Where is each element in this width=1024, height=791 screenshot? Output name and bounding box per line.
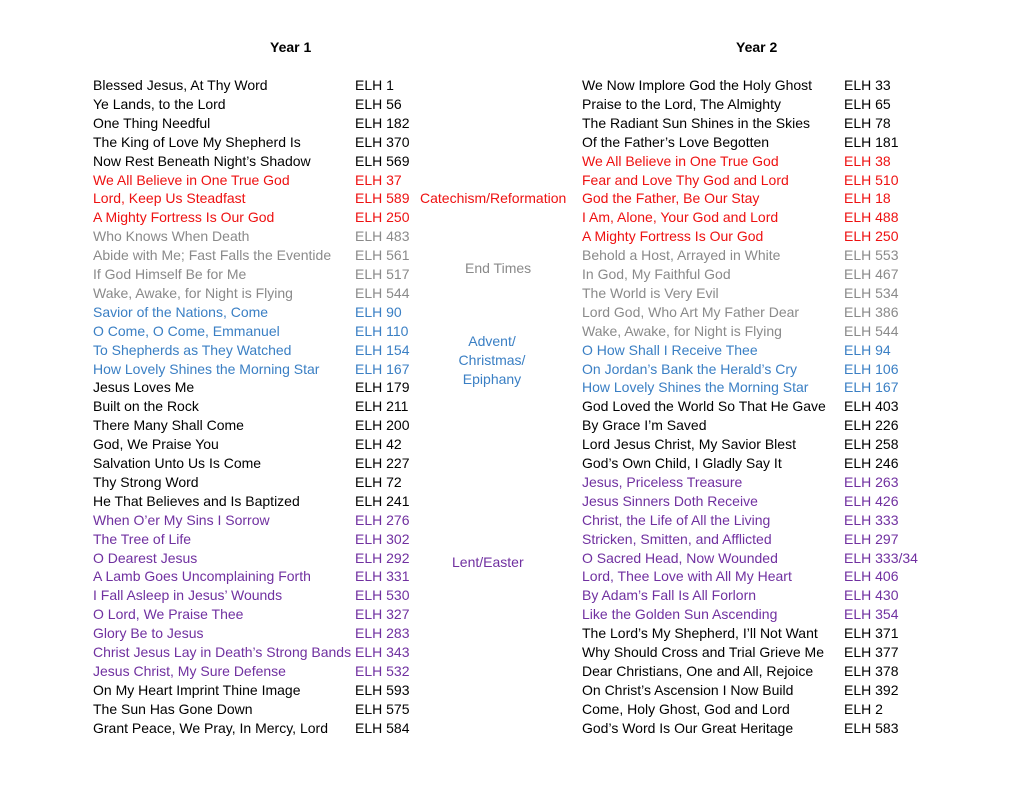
hymn-title: O Dearest Jesus <box>93 549 198 566</box>
hymn-number: ELH 371 <box>844 625 899 642</box>
hymn-title: Glory Be to Jesus <box>93 625 204 642</box>
hymn-number: ELH 589 <box>355 190 410 207</box>
hymn-number: ELH 258 <box>844 436 899 453</box>
hymn-number: ELH 544 <box>844 322 899 339</box>
hymn-title: Jesus, Priceless Treasure <box>582 473 743 490</box>
hymn-title: We All Believe in One True God <box>582 152 779 169</box>
hymn-title: On Christ’s Ascension I Now Build <box>582 681 794 698</box>
hymn-number: ELH 583 <box>844 719 899 736</box>
hymn-title: God, We Praise You <box>93 436 219 453</box>
hymn-title: Lord, Keep Us Steadfast <box>93 190 246 207</box>
hymn-number: ELH 241 <box>355 492 410 509</box>
hymn-number: ELH 483 <box>355 228 410 245</box>
hymn-title: There Many Shall Come <box>93 417 244 434</box>
hymn-title: Jesus Sinners Doth Receive <box>582 492 758 509</box>
section-label-advent-line: Advent/ <box>468 333 516 349</box>
hymn-title: Who Knows When Death <box>93 228 250 245</box>
hymn-title: We All Believe in One True God <box>93 171 290 188</box>
hymn-title: To Shepherds as They Watched <box>93 341 292 358</box>
section-label-lent-easter: Lent/Easter <box>452 554 524 570</box>
hymn-number: ELH 517 <box>355 266 410 282</box>
hymn-number: ELH 200 <box>355 417 410 434</box>
hymn-title: Fear and Love Thy God and Lord <box>582 171 789 188</box>
hymn-title: One Thing Needful <box>93 114 211 131</box>
hymn-title: Lord Jesus Christ, My Savior Blest <box>582 436 796 453</box>
hymn-number: ELH 94 <box>844 341 891 358</box>
hymn-title: If God Himself Be for Me <box>93 266 247 282</box>
hymn-title: The Sun Has Gone Down <box>93 700 253 717</box>
hymn-number: ELH 227 <box>355 455 410 471</box>
hymn-number: ELH 33 <box>844 77 891 93</box>
hymn-title: Praise to the Lord, The Almighty <box>582 95 781 112</box>
hymn-number: ELH 276 <box>355 511 410 528</box>
hymn-title: Of the Father’s Love Begotten <box>582 133 770 150</box>
hymn-number: ELH 530 <box>355 587 410 604</box>
hymn-title: O Sacred Head, Now Wounded <box>582 549 778 566</box>
hymn-title: God Loved the World So That He Gave <box>582 398 826 415</box>
hymn-title: Stricken, Smitten, and Afflicted <box>582 530 772 547</box>
hymn-title: Like the Golden Sun Ascending <box>582 606 778 623</box>
hymn-title: Christ Jesus Lay in Death’s Strong Bands <box>93 644 352 660</box>
hymn-number: ELH 246 <box>844 455 899 471</box>
hymn-number: ELH 65 <box>844 95 891 112</box>
hymn-title: God’s Own Child, I Gladly Say It <box>582 455 782 471</box>
hymn-number: ELH 534 <box>844 284 899 301</box>
hymn-title: Christ, the Life of All the Living <box>582 511 771 528</box>
hymn-number: ELH 167 <box>844 379 899 396</box>
section-label-christmas-line: Christmas/ <box>458 352 526 368</box>
hymn-number: ELH 110 <box>355 322 409 339</box>
hymn-number: ELH 327 <box>355 606 410 623</box>
hymn-title: The World is Very Evil <box>582 284 719 301</box>
hymn-title: God the Father, Be Our Stay <box>582 190 760 207</box>
hymn-number: ELH 343 <box>355 644 410 660</box>
hymn-title: He That Believes and Is Baptized <box>93 492 300 509</box>
hymn-title: Savior of the Nations, Come <box>93 303 269 320</box>
section-label-epiphany-line: Epiphany <box>462 371 522 387</box>
hymn-number: ELH 179 <box>355 379 410 396</box>
section-label-catechism-reformation: Catechism/Reformation <box>420 190 567 206</box>
hymn-number: ELH 377 <box>844 644 899 660</box>
hymn-title: Lord God, Who Art My Father Dear <box>582 303 800 320</box>
hymn-number: ELH 370 <box>355 133 410 150</box>
hymn-number: ELH 575 <box>355 700 410 717</box>
hymn-title: Thy Strong Word <box>93 473 199 490</box>
hymn-title: O Lord, We Praise Thee <box>93 606 244 623</box>
hymn-title: Built on the Rock <box>93 398 199 415</box>
hymn-number: ELH 42 <box>355 436 402 453</box>
hymn-number: ELH 532 <box>355 662 410 679</box>
hymn-title: I Am, Alone, Your God and Lord <box>582 209 779 226</box>
hymn-number: ELH 488 <box>844 209 899 226</box>
hymn-number: ELH 403 <box>844 398 899 415</box>
hymn-number: ELH 467 <box>844 266 899 282</box>
hymn-title: O Come, O Come, Emmanuel <box>93 322 280 339</box>
hymn-title: Grant Peace, We Pray, In Mercy, Lord <box>93 719 328 736</box>
hymn-title: When O’er My Sins I Sorrow <box>93 511 270 528</box>
hymn-number: ELH 182 <box>355 114 410 131</box>
hymn-number: ELH 386 <box>844 303 899 320</box>
hymn-number: ELH 333/34 <box>844 549 918 566</box>
hymn-title: Dear Christians, One and All, Rejoice <box>582 662 814 679</box>
hymn-number: ELH 2 <box>844 700 883 717</box>
hymn-title: Blessed Jesus, At Thy Word <box>93 77 268 93</box>
hymn-title: Why Should Cross and Trial Grieve Me <box>582 644 824 660</box>
hymn-title: The King of Love My Shepherd Is <box>93 133 301 150</box>
hymn-title: Wake, Awake, for Night is Flying <box>93 284 293 301</box>
hymn-title: Come, Holy Ghost, God and Lord <box>582 700 790 717</box>
hymn-title: Now Rest Beneath Night’s Shadow <box>93 152 311 169</box>
hymn-number: ELH 37 <box>355 171 402 188</box>
hymn-title: By Grace I’m Saved <box>582 417 707 434</box>
hymn-number: ELH 181 <box>844 133 899 150</box>
hymn-number: ELH 1 <box>355 77 394 93</box>
hymn-number: ELH 167 <box>355 360 410 377</box>
hymn-number: ELH 250 <box>844 228 899 245</box>
hymn-number: ELH 584 <box>355 719 410 736</box>
hymn-title: Behold a Host, Arrayed in White <box>582 247 781 264</box>
section-label-advent-christmas-epiphany <box>452 332 532 389</box>
hymn-title: In God, My Faithful God <box>582 266 731 282</box>
hymn-number: ELH 38 <box>844 152 891 169</box>
hymn-title: Abide with Me; Fast Falls the Eventide <box>93 247 332 264</box>
hymn-title: How Lovely Shines the Morning Star <box>582 379 809 396</box>
hymn-number: ELH 226 <box>844 417 899 434</box>
hymn-number: ELH 333 <box>844 511 899 528</box>
hymn-title: Salvation Unto Us Is Come <box>93 455 262 471</box>
year-1-heading: Year 1 <box>270 39 312 55</box>
hymn-number: ELH 72 <box>355 473 402 490</box>
hymn-number: ELH 90 <box>355 303 402 320</box>
hymn-number: ELH 106 <box>844 360 899 377</box>
hymn-title: Ye Lands, to the Lord <box>93 95 226 112</box>
hymn-number: ELH 561 <box>355 247 410 264</box>
hymn-number: ELH 392 <box>844 681 899 698</box>
hymn-title: A Mighty Fortress Is Our God <box>582 228 764 245</box>
section-label-end-times: End Times <box>465 260 532 276</box>
hymn-number: ELH 297 <box>844 530 899 547</box>
hymn-title: Lord, Thee Love with All My Heart <box>582 568 792 585</box>
hymn-number: ELH 78 <box>844 114 891 131</box>
hymn-number: ELH 426 <box>844 492 899 509</box>
hymn-number: ELH 292 <box>355 549 410 566</box>
hymn-number: ELH 510 <box>844 171 899 188</box>
hymn-title: The Tree of Life <box>93 530 192 547</box>
hymn-title: Jesus Christ, My Sure Defense <box>93 662 286 679</box>
hymn-title: I Fall Asleep in Jesus’ Wounds <box>93 587 283 604</box>
hymn-title: We Now Implore God the Holy Ghost <box>582 77 813 93</box>
hymn-number: ELH 354 <box>844 606 899 623</box>
hymn-number: ELH 263 <box>844 473 899 490</box>
hymn-title: On Jordan’s Bank the Herald’s Cry <box>582 360 798 377</box>
hymn-title: Jesus Loves Me <box>93 379 195 396</box>
hymn-number: ELH 378 <box>844 662 899 679</box>
hymn-number: ELH 569 <box>355 152 410 169</box>
hymn-number: ELH 250 <box>355 209 410 226</box>
hymn-title: A Lamb Goes Uncomplaining Forth <box>93 568 311 585</box>
hymn-number: ELH 154 <box>355 341 410 358</box>
hymn-title: By Adam’s Fall Is All Forlorn <box>582 587 757 604</box>
hymn-number: ELH 302 <box>355 530 410 547</box>
hymn-number: ELH 430 <box>844 587 899 604</box>
hymn-title: God’s Word Is Our Great Heritage <box>582 719 794 736</box>
hymn-title: O How Shall I Receive Thee <box>582 341 758 358</box>
hymn-number: ELH 406 <box>844 568 899 585</box>
hymn-title: A Mighty Fortress Is Our God <box>93 209 275 226</box>
hymn-number: ELH 553 <box>844 247 899 264</box>
hymn-title: The Radiant Sun Shines in the Skies <box>582 114 811 131</box>
hymn-title: The Lord’s My Shepherd, I’ll Not Want <box>582 625 818 642</box>
hymn-title: On My Heart Imprint Thine Image <box>93 681 301 698</box>
hymn-number: ELH 18 <box>844 190 891 207</box>
hymn-title: Wake, Awake, for Night is Flying <box>582 322 782 339</box>
hymn-number: ELH 56 <box>355 95 402 112</box>
hymn-number: ELH 331 <box>355 568 410 585</box>
hymn-number: ELH 544 <box>355 284 410 301</box>
hymn-number: ELH 593 <box>355 681 410 698</box>
hymn-number: ELH 211 <box>355 398 409 415</box>
year-2-heading: Year 2 <box>736 39 778 55</box>
hymn-number: ELH 283 <box>355 625 410 642</box>
hymn-title: How Lovely Shines the Morning Star <box>93 360 320 377</box>
